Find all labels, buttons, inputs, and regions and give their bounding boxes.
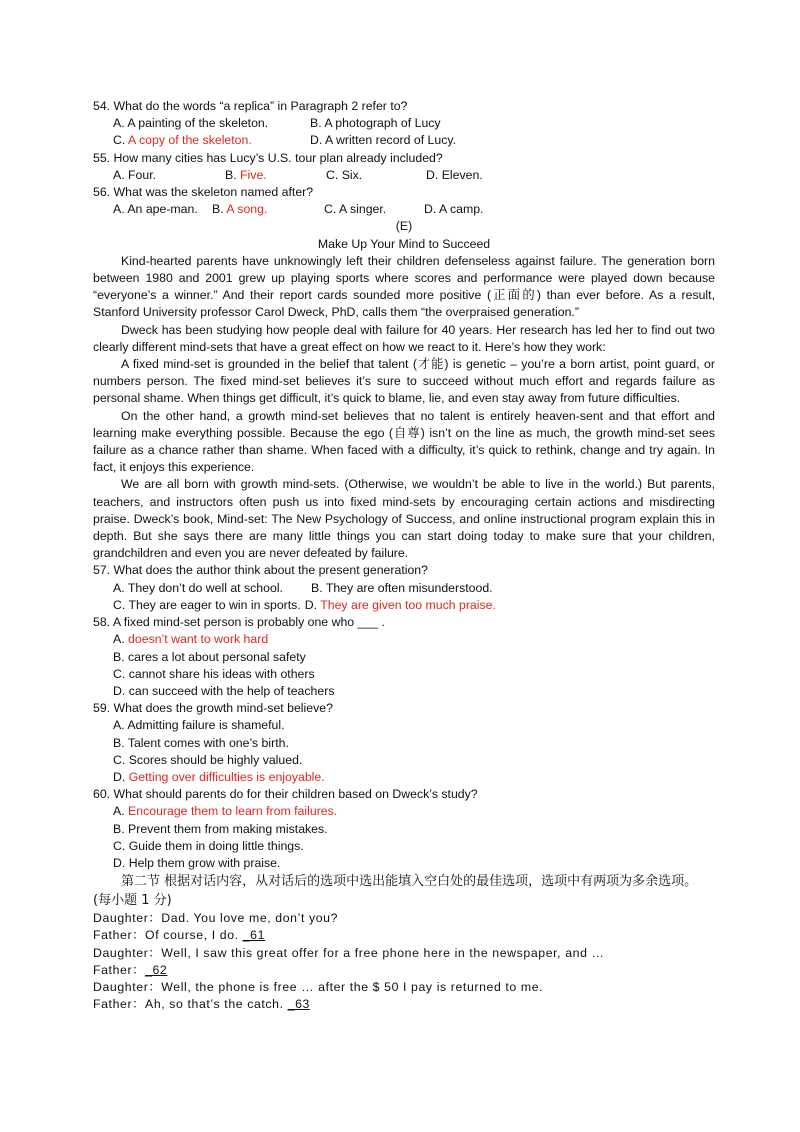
dialogue-line: Father：Ah, so that’s the catch. _63 [93, 997, 310, 1012]
question-55-options [93, 167, 715, 184]
question-55-stem: 55. How many cities has Lucy’s U.S. tour plan already included? [93, 150, 443, 165]
question-54-stem: 54. What do the words “a replica” in Paragraph 2 refer to? [93, 99, 408, 113]
passage-label: (E) [395, 219, 413, 234]
q54-answer: A copy of the skeleton. [128, 133, 252, 148]
q57-option-a: A. They don’t do well at school. [113, 580, 283, 595]
q55-option-d: D. Eleven. [426, 167, 483, 182]
dialogue-line: Daughter：Dad. You love me, don’t you? [93, 911, 339, 926]
passage-paragraph-5: We are all born with growth mind-sets. (Otherwise, we wouldn’t be able to live in the world.) But parents, teachers, and instructors often push us into fixed mind-sets by encouraging certain actions and misdirecting praise. Dweck’s book, Mind-set: The New Psychology of Success, and online instructional program explain this in depth. But she says there are many little things you can start doing today to make sure that your children, grandchildren and even you are never defeated by failure. [93, 477, 715, 561]
dialogue-line: Father：Of course, I do. _61 [93, 928, 266, 943]
q58-option-d: D. can succeed with the help of teachers [113, 683, 335, 698]
q57-answer: They are given too much praise. [320, 597, 496, 612]
q56-option-b: B. A song. [212, 202, 268, 217]
passage-paragraph-1: Kind-hearted parents have unknowingly left their children defenseless against failure. The generation born between 1980 and 2001 grew up playing sports where scores and performance were played down because “everyone’s a winner.” And their report cards sounded more positive (正面的) than ever before. As a result, Stanford University professor Carol Dweck, PhD, calls them “the overpraised generation.” [93, 253, 715, 320]
q59-option-d: D. Getting over difficulties is enjoyable. [113, 769, 325, 784]
q55-option-a: A. Four. [113, 167, 157, 182]
q59-option-b: B. Talent comes with one’s birth. [113, 735, 289, 750]
q57-option-b: B. They are often misunderstood. [311, 580, 493, 595]
question-57-stem: 57. What does the author think about the present generation? [93, 563, 428, 578]
dialogue-line: Father：_62 [93, 962, 168, 977]
exam-page [93, 98, 715, 1013]
question-57-options-row2 [93, 597, 715, 614]
question-54-options-row1 [93, 115, 715, 132]
q54-option-c: C. A copy of the skeleton. [113, 133, 252, 148]
blank-63[interactable]: _63 [287, 997, 310, 1012]
q59-option-a: A. Admitting failure is shameful. [113, 718, 285, 733]
q60-option-c: C. Guide them in doing little things. [113, 838, 304, 853]
q60-option-b: B. Prevent them from making mistakes. [113, 821, 328, 836]
q60-answer: Encourage them to learn from failures. [128, 804, 338, 819]
q58-option-c: C. cannot share his ideas with others [113, 666, 315, 681]
q54-option-d: D. A written record of Lucy. [310, 133, 457, 148]
q56-option-c: C. A singer. [324, 202, 387, 217]
q54-option-a: A. A painting of the skeleton. [113, 116, 269, 131]
q54-option-b: B. A photograph of Lucy [310, 116, 441, 131]
q55-answer: Five. [240, 167, 267, 182]
q55-option-b: B. Five. [225, 167, 267, 182]
question-58-stem: 58. A fixed mind-set person is probably one who ___ . [93, 615, 385, 630]
q58-option-b: B. cares a lot about personal safety [113, 649, 306, 664]
question-56-options [93, 201, 715, 218]
passage-title: Make Up Your Mind to Succeed [317, 236, 491, 251]
dialogue-line: Daughter：Well, I saw this great offer for a free phone here in the newspaper, and … [93, 945, 605, 960]
question-57-options-row1 [93, 580, 715, 597]
q58-option-a: A. doesn’t want to work hard [113, 632, 269, 647]
q59-answer: Getting over difficulties is enjoyable. [128, 769, 325, 784]
passage-paragraph-4: On the other hand, a growth mind-set believes that no talent is entirely heaven-sent and that effort and learning make everything possible. Because the ego (自尊) isn’t on the line as much, the growth mind-set sees failure as a chance rather than shame. When faced with a difficulty, it’s quick to rethink, change and try again. In fact, it enjoys this experience. [93, 408, 715, 475]
question-54-options-row2 [93, 132, 715, 149]
q56-option-d: D. A camp. [424, 202, 484, 217]
q56-option-a: A. An ape-man. [113, 202, 198, 217]
passage-paragraph-2: Dweck has been studying how people deal with failure for 40 years. Her research has led her to find out two clearly different mind-sets that have a great effect on how we react to it. Here’s how they work: [93, 322, 715, 354]
section-2-heading: 第二节 根据对话内容，从对话后的选项中选出能填入空白处的最佳选项，选项中有两项为多余选项。(每小题 1 分) [93, 874, 698, 909]
q57-option-d: D. They are given too much praise. [304, 597, 496, 612]
q55-option-c: C. Six. [326, 167, 363, 182]
q60-option-d: D. Help them grow with praise. [113, 855, 281, 870]
blank-61[interactable]: _61 [242, 928, 266, 943]
dialogue-line: Daughter：Well, the phone is free … after the $ 50 I pay is returned to me. [93, 979, 544, 994]
question-56-stem: 56. What was the skeleton named after? [93, 185, 314, 200]
q57-option-c: C. They are eager to win in sports. [113, 597, 301, 612]
question-59-stem: 59. What does the growth mind-set believe? [93, 701, 333, 716]
q60-option-a: A. Encourage them to learn from failures. [113, 804, 338, 819]
blank-62[interactable]: _62 [145, 962, 168, 977]
q56-answer: A song. [226, 202, 268, 217]
q59-option-c: C. Scores should be highly valued. [113, 752, 303, 767]
question-60-stem: 60. What should parents do for their children based on Dweck’s study? [93, 787, 478, 802]
passage-paragraph-3: A fixed mind-set is grounded in the belief that talent (才能) is genetic – you’re a born artist, point guard, or numbers person. The fixed mind-set believes it’s sure to succeed without much effort and regards failure as personal shame. When things get difficult, it’s quick to blame, lie, and even stay away from future difficulties. [93, 357, 715, 406]
q58-answer: doesn’t want to work hard [128, 632, 269, 647]
